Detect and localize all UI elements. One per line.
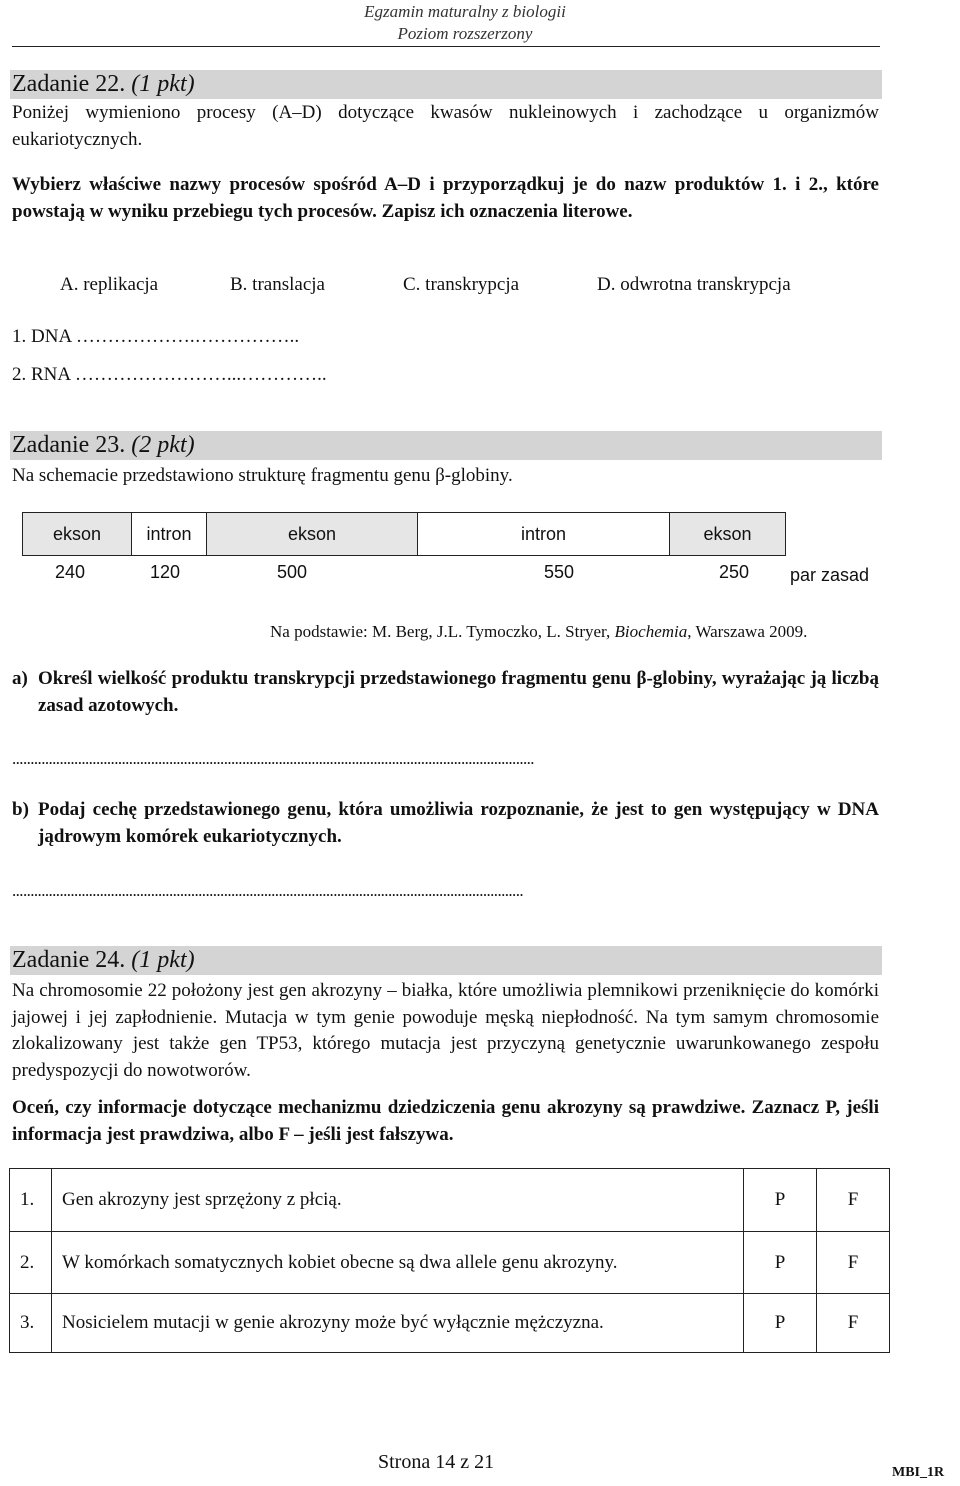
task-22-title: Zadanie 22. (1 pkt): [12, 71, 195, 97]
segment-length-4: 550: [544, 562, 575, 582]
answer-rna[interactable]: 2. RNA ……………………...…………..: [12, 364, 327, 385]
gene-segment-intron-2: intron: [417, 512, 670, 556]
question-a-text: Określ wielkość produktu transkrypcji przedstawionego fragmentu genu β-globiny, wyrażając ją liczbą zasad azotowych.: [38, 668, 879, 716]
question-b-label: b): [12, 799, 29, 820]
table-row: [10, 1294, 890, 1353]
option-a: A. replikacja: [60, 274, 159, 295]
task-22-intro: Poniżej wymieniono procesy (A–D) dotyczące kwasów nukleinowych i zachodzące u organizmów eukariotycznych.: [12, 102, 879, 150]
exam-header: [300, 1, 630, 45]
statement-text: Nosicielem mutacji w genie akrozyny może być wyłącznie mężczyzna.: [52, 1294, 744, 1353]
option-b: B. translacja: [230, 274, 325, 295]
exam-level: Poziom rozszerzony: [397, 24, 533, 43]
task-24-title: Zadanie 24. (1 pkt): [12, 947, 195, 973]
table-row: [10, 1169, 890, 1232]
header-rule: [12, 46, 880, 47]
gene-segment-intron-1: intron: [131, 512, 207, 556]
answer-b-line[interactable]: ............................................................................................................................................: [12, 881, 524, 900]
source-citation: Na podstawie: M. Berg, J.L. Tymoczko, L. Stryer, Biochemia, Warszawa 2009.: [270, 622, 808, 641]
exam-title: Egzamin maturalny z biologii: [364, 2, 566, 21]
segment-length-3: 500: [277, 562, 308, 582]
task-22-instruction: Wybierz właściwe nazwy procesów spośród A–D i przyporządkuj je do nazw produktów 1. i 2., które powstają w wyniku przebiegu tych procesów. Zapisz ich oznaczenia literowe.: [12, 174, 879, 222]
task-24-intro: Na chromosomie 22 położony jest gen akrozyny – białka, które umożliwia plemnikowi przeniknięcie do komórki jajowej i jej zapłodnienie. Mutacja w tym genie powoduje męską niepłodność. Na tym samym chromosomie zlokalizowany jest także gen TP53, którego mutacja jest przyczyną genetycznie uwarunkowanego zespołu predyspozycji do nowotworów.: [12, 980, 879, 1081]
gene-segment-ekson-3: ekson: [669, 512, 786, 556]
gene-segment-ekson-1: ekson: [22, 512, 132, 556]
task-23-title: Zadanie 23. (2 pkt): [12, 432, 195, 458]
gene-segment-ekson-2: ekson: [206, 512, 418, 556]
exam-code: MBI_1R: [892, 1465, 945, 1480]
table-row: [10, 1232, 890, 1294]
length-unit: par zasad: [790, 565, 870, 585]
option-p[interactable]: P: [744, 1169, 817, 1232]
task-23-intro: Na schemacie przedstawiono strukturę fragmentu genu β-globiny.: [12, 465, 513, 486]
page-number: Strona 14 z 21: [378, 1451, 495, 1473]
answer-a-line[interactable]: ...............................................................................................................................................: [12, 749, 534, 768]
option-f[interactable]: F: [817, 1294, 890, 1353]
option-p[interactable]: P: [744, 1232, 817, 1294]
task-24-instruction: Oceń, czy informacje dotyczące mechanizmu dziedziczenia genu akrozyny są prawdziwe. Zaznacz P, jeśli informacja jest prawdziwa, albo F – jeśli jest fałszywa.: [12, 1097, 879, 1145]
row-number: 1.: [10, 1169, 52, 1232]
statement-text: Gen akrozyny jest sprzężony z płcią.: [52, 1169, 744, 1232]
row-number: 2.: [10, 1232, 52, 1294]
segment-length-1: 240: [55, 562, 86, 582]
option-c: C. transkrypcja: [403, 274, 520, 295]
answer-dna[interactable]: 1. DNA ……………….……………..: [12, 326, 300, 347]
option-d: D. odwrotna transkrypcja: [597, 274, 791, 295]
question-a-label: a): [12, 668, 28, 689]
segment-length-5: 250: [719, 562, 750, 582]
question-b-text: Podaj cechę przedstawionego genu, która umożliwia rozpoznanie, że jest to gen występujący w DNA jądrowym komórek eukariotycznych.: [38, 799, 879, 847]
statement-text: W komórkach somatycznych kobiet obecne są dwa allele genu akrozyny.: [52, 1232, 744, 1294]
segment-length-2: 120: [150, 562, 181, 582]
true-false-table: [9, 1168, 890, 1353]
option-f[interactable]: F: [817, 1232, 890, 1294]
option-f[interactable]: F: [817, 1169, 890, 1232]
option-p[interactable]: P: [744, 1294, 817, 1353]
row-number: 3.: [10, 1294, 52, 1353]
